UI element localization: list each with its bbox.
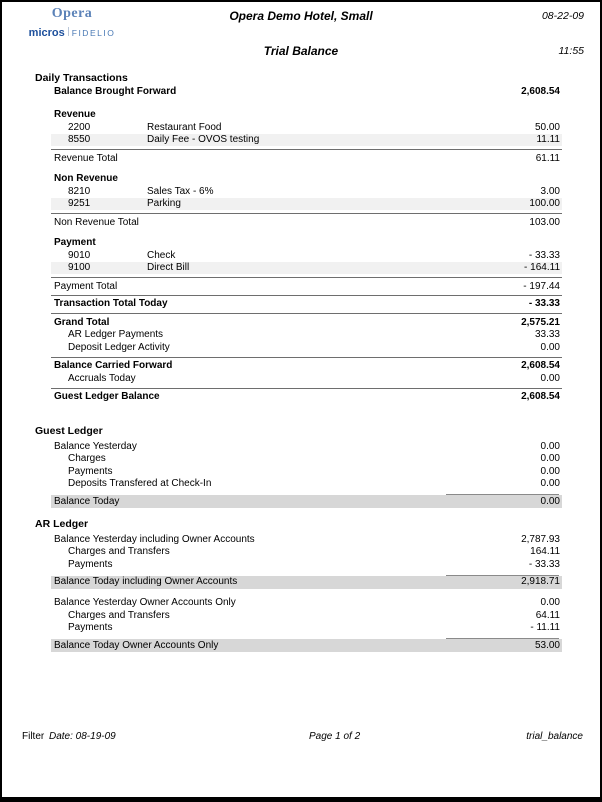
row-value: 0.00 [540,495,560,507]
account-desc: Direct Bill [147,262,190,274]
row-label: Charges [68,453,106,465]
account-code: 2200 [68,121,91,133]
account-row [51,185,562,198]
row-value: 33.33 [534,329,560,341]
account-row [51,198,562,211]
account-row [51,249,562,262]
payment-total-row [51,280,562,293]
account-value: 50.00 [534,121,560,133]
total-value: - 33.33 [528,298,560,310]
transaction-total-today-row [51,298,562,311]
row-value: 0.00 [540,372,560,384]
report-header [2,2,600,68]
total-value: 61.11 [535,152,560,164]
account-code: 9010 [68,249,91,261]
row-value: 0.00 [540,440,560,452]
row-label: Balance Today Owner Accounts Only [54,639,219,651]
row-label: AR Ledger Payments [68,329,164,341]
account-desc: Daily Fee - OVOS testing [147,134,260,146]
group-heading: Non Revenue [54,173,118,185]
account-value: - 164.11 [524,262,560,274]
ledger-row [51,622,562,635]
row-value: 2,608.54 [521,85,560,97]
row-label: Payments [68,622,113,634]
total-label: Transaction Total Today [54,298,168,310]
section-title-ar-ledger: AR Ledger [35,518,89,530]
account-value: 100.00 [529,198,560,210]
account-code: 9100 [68,262,91,274]
divider-line [51,213,562,214]
total-label: Revenue Total [54,152,118,164]
row-value: 64.11 [535,609,560,621]
grand-total-row [51,316,562,329]
row-label: Balance Today [54,495,120,507]
total-label: Balance Carried Forward [54,360,173,372]
ar-ledger-owner-rows [51,597,562,635]
ledger-row [51,465,562,478]
divider-line [51,277,562,278]
ledger-row [51,329,562,342]
account-row [51,134,562,147]
ledger-row [51,453,562,466]
ledger-row [51,609,562,622]
non-revenue-total-row [51,216,562,229]
micros-wordmark: micros [28,27,65,39]
total-label: Guest Ledger Balance [54,391,160,403]
row-label: Deposits Transfered at Check-In [68,478,212,490]
account-row [51,262,562,275]
row-label: Payments [68,465,113,477]
account-code: 8550 [68,134,91,146]
non-revenue-group [51,173,562,211]
group-heading: Payment [54,237,96,249]
revenue-group [51,109,562,147]
total-label: Payment Total [54,280,118,292]
total-value: 2,608.54 [521,391,560,403]
row-label: Balance Brought Forward [54,85,177,97]
balance-carried-forward-block [51,360,562,385]
row-value: - 11.11 [530,622,560,634]
row-value: 0.00 [540,478,560,490]
ledger-row [51,597,562,610]
row-value: 2,918.71 [521,576,560,588]
guest-ledger-balance-today-bar [51,495,562,508]
row-value: 0.00 [540,341,560,353]
row-label: Accruals Today [68,372,136,384]
divider-line [51,388,562,389]
report-footer [2,731,600,745]
total-label: Grand Total [54,316,110,328]
account-desc: Restaurant Food [147,121,222,133]
report-time: 11:55 [558,45,584,57]
row-value: 164.11 [530,546,560,558]
total-value: 2,575.21 [521,316,560,328]
filter-label: Filter [22,731,45,742]
guest-ledger-rows [51,440,562,490]
account-row [51,121,562,134]
ledger-row [51,341,562,354]
logo-divider [68,27,69,36]
total-value: - 197.44 [523,280,560,292]
account-value: 3.00 [540,185,560,197]
row-value: 0.00 [540,453,560,465]
revenue-total-row [51,152,562,165]
row-value: 0.00 [540,597,560,609]
ledger-row [51,558,562,571]
total-value: 103.00 [529,216,560,228]
account-desc: Parking [147,198,181,210]
account-desc: Check [147,249,176,261]
account-desc: Sales Tax - 6% [147,185,214,197]
row-value: 0.00 [540,465,560,477]
guest-ledger-balance-row [51,391,562,404]
report-title: Trial Balance [263,44,339,58]
row-value: 2,787.93 [521,533,560,545]
row-label: Deposit Ledger Activity [68,341,170,353]
ledger-row [51,372,562,385]
row-label: Balance Yesterday Owner Accounts Only [54,597,236,609]
divider-line [51,357,562,358]
grand-total-block [51,316,562,354]
account-code: 9251 [68,198,91,210]
row-label: Balance Today including Owner Accounts [54,576,238,588]
ledger-row [51,440,562,453]
divider-line [51,149,562,150]
total-label: Non Revenue Total [54,216,139,228]
divider-line [51,295,562,296]
hotel-name: Opera Demo Hotel, Small [229,9,373,23]
payment-group [51,237,562,275]
balance-carried-forward-row [51,360,562,373]
opera-logo: Opera [51,6,93,21]
fidelio-wordmark: FIDELIO [71,28,116,38]
report-file-name: trial_balance [526,731,583,742]
micros-fidelio-wordmark [16,23,128,41]
report-body [2,72,600,652]
section-title-guest-ledger: Guest Ledger [35,425,103,437]
row-label: Balance Yesterday [54,440,137,452]
account-value: - 33.33 [528,249,560,261]
row-label: Charges and Transfers [68,546,170,558]
ledger-row [51,533,562,546]
ar-ledger-incl-rows [51,533,562,571]
group-heading: Revenue [54,109,96,121]
row-label: Payments [68,558,113,570]
row-label: Balance Yesterday including Owner Accounts [54,533,255,545]
balance-brought-forward-row [51,85,562,98]
section-title-daily-transactions: Daily Transactions [35,72,128,84]
page-number: Page 1 of 2 [309,731,361,742]
row-value: - 33.33 [528,558,560,570]
row-value: 53.00 [534,639,560,651]
ledger-row [51,478,562,491]
ledger-row [51,546,562,559]
footer-date: Date: 08-19-09 [49,731,116,742]
account-code: 8210 [68,185,91,197]
ar-ledger-balance-today-incl-bar [51,576,562,589]
divider-line [51,313,562,314]
row-label: Charges and Transfers [68,609,170,621]
account-value: 11.11 [536,134,560,146]
total-value: 2,608.54 [521,360,560,372]
report-date: 08-22-09 [541,10,584,22]
ar-ledger-balance-today-owner-bar [51,639,562,652]
